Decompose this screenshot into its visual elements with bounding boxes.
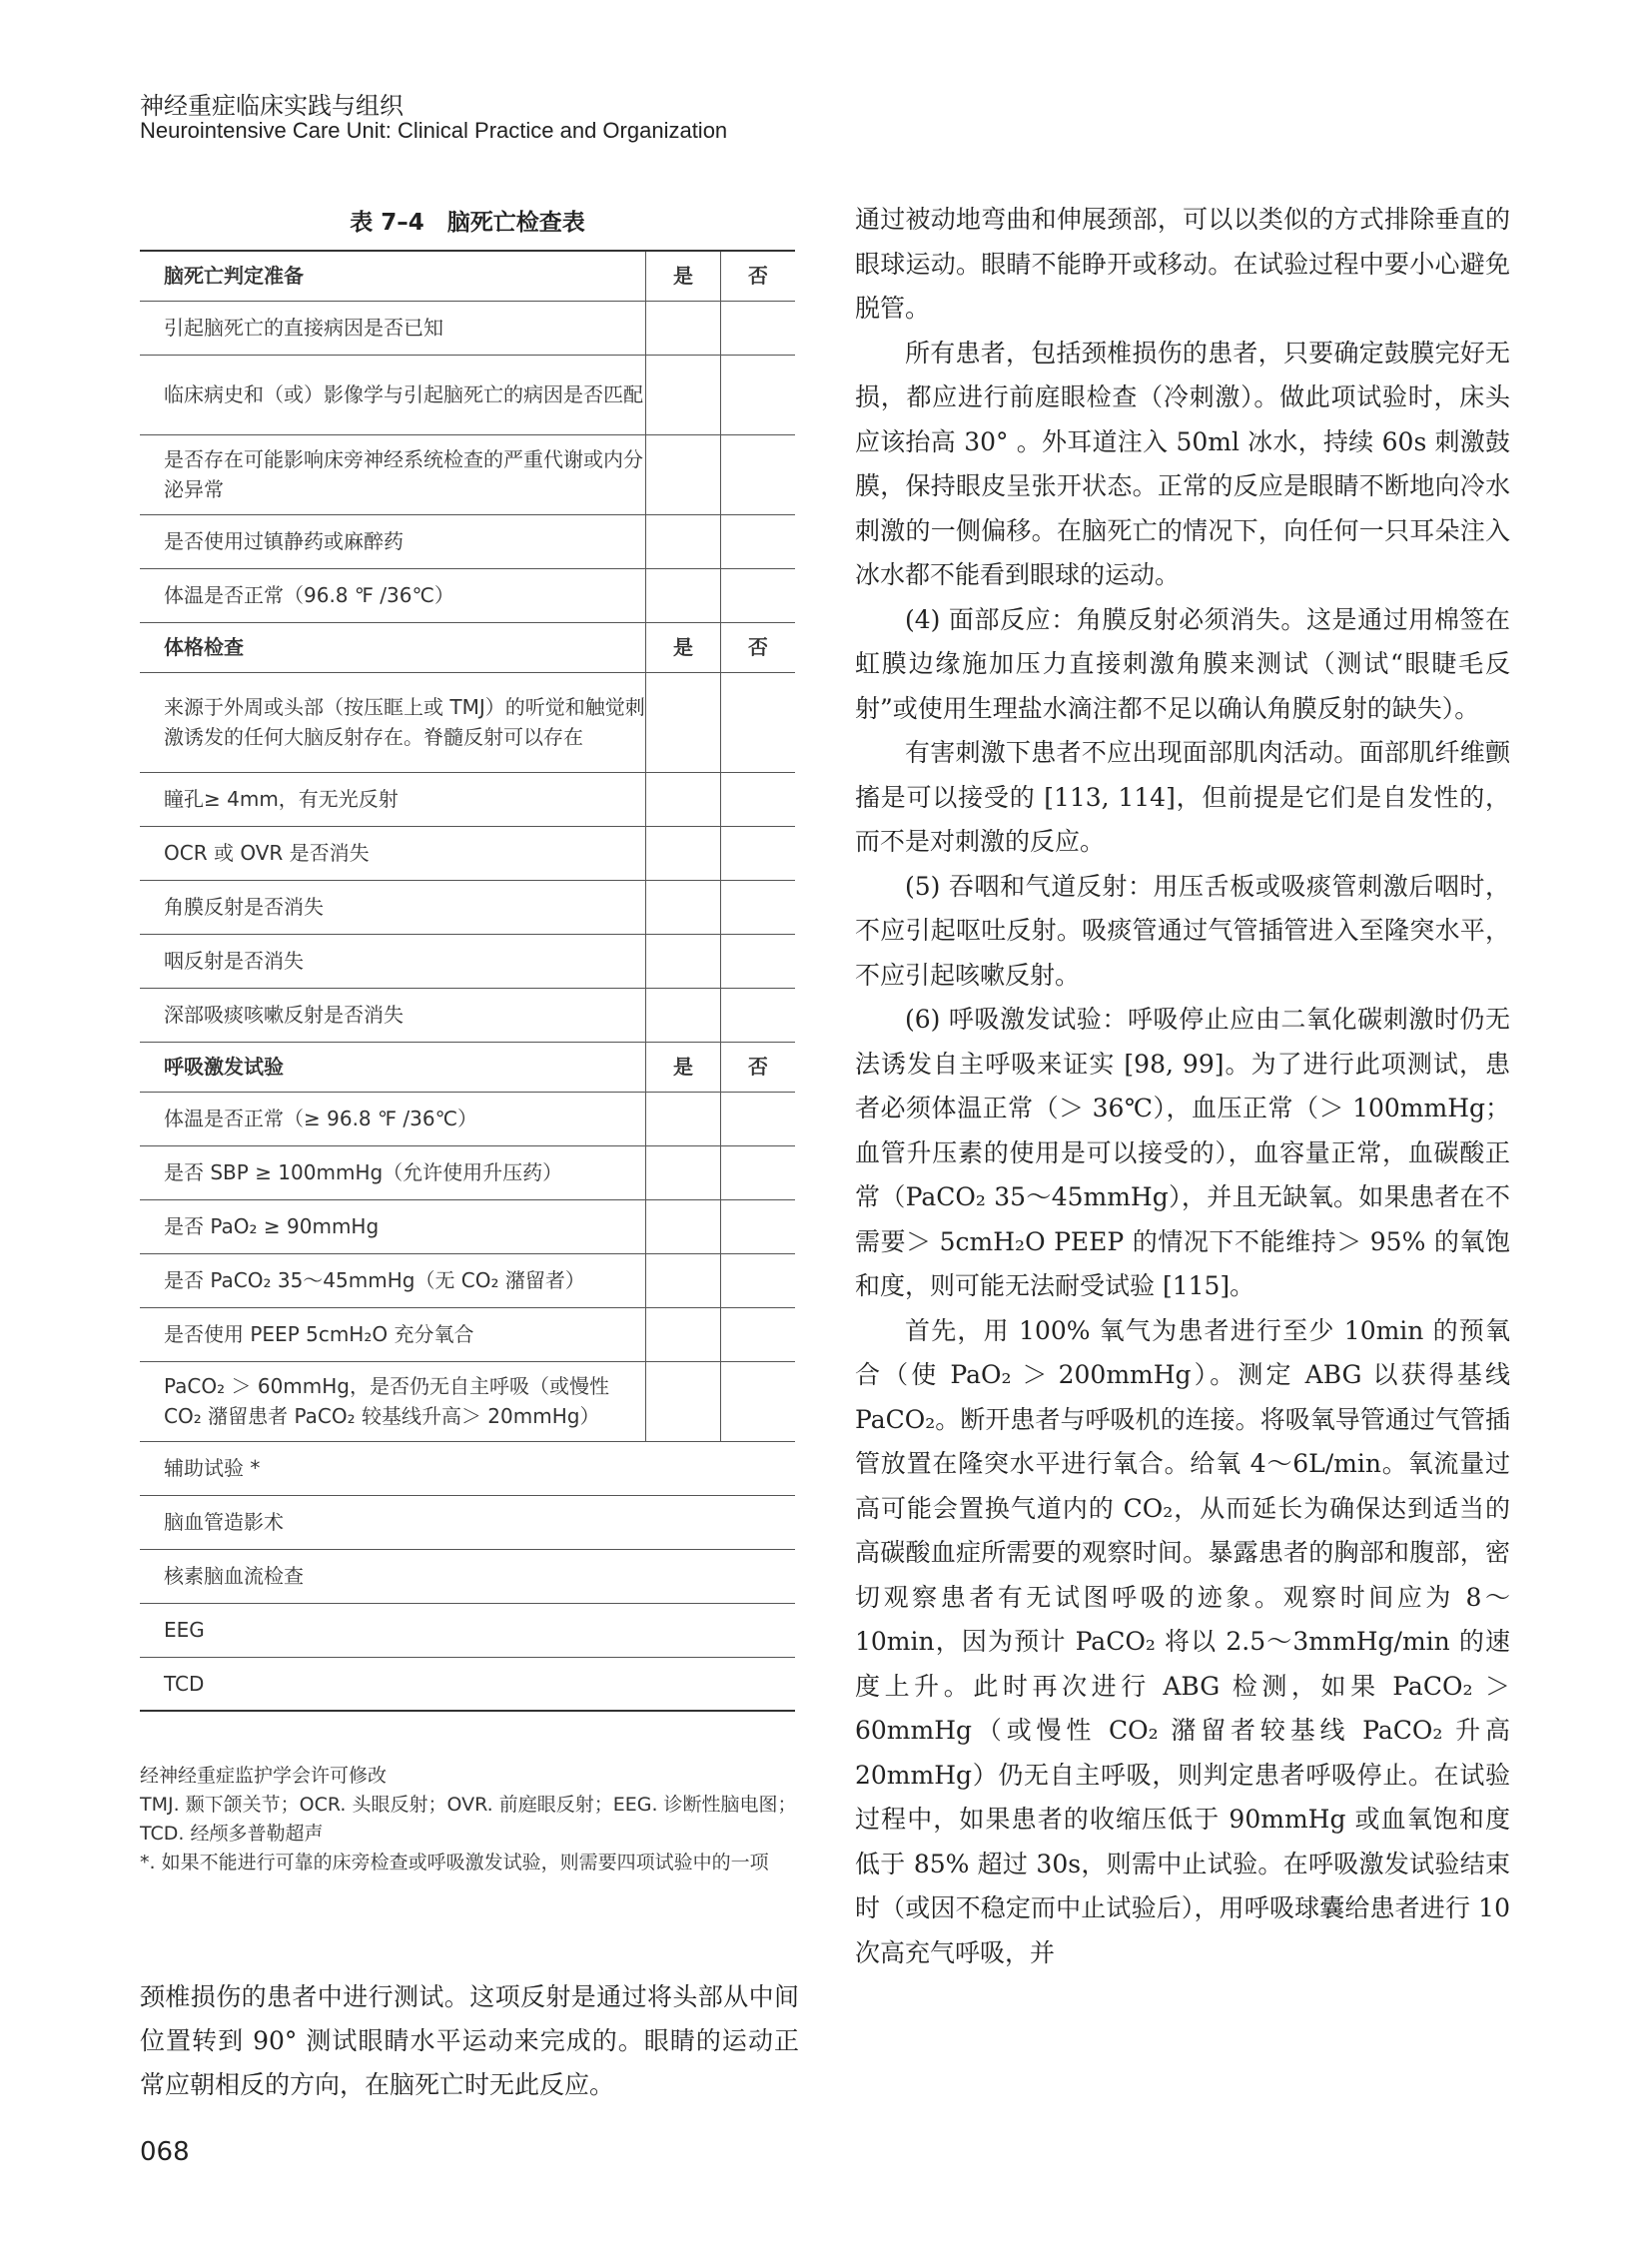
table-row [140,1603,795,1657]
yes-checkbox-cell [646,1361,721,1441]
no-checkbox-cell [721,1145,796,1199]
table-row [140,1657,795,1711]
table-note: 经神经重症监护学会许可修改 [140,1765,388,1787]
table-row [140,880,795,934]
no-checkbox-cell [721,934,796,988]
yes-checkbox-cell [646,826,721,880]
left-column-body [140,1975,799,2107]
checklist-item: 咽反射是否消失 [140,934,646,988]
yes-checkbox-cell [646,1307,721,1361]
checklist-item: 是否 SBP ≥ 100mmHg（允许使用升压药） [140,1145,646,1199]
table-row [140,772,795,826]
body-paragraph: 首先，用 100% 氧气为患者进行至少 10min 的预氧合（使 PaO₂ ＞ 200mmHg）。测定 ABG 以获得基线 PaCO₂。断开患者与呼吸机的连接。将吸氧导管通过气管插管放置在隆突水平进行氧合。给氧 4～6L/min。氧流量过高可能会置换气道内的 CO₂，从而延长为确保达到适当的高碳酸血症所需要的观察时间。暴露患者的胸部和腹部，密切观察患者有无试图呼吸的迹象。观察时间应为 8～10min，因为预计 PaCO₂ 将以 2.5～3mmHg/min 的速度上升。此时再次进行 ABG 检测，如果 PaCO₂ ＞ 60mmHg（或慢性 CO₂ 潴留者较基线 PaCO₂ 升高 20mmHg）仍无自主呼吸，则判定患者呼吸停止。在试验过程中，如果患者的收缩压低于 90mmHg 或血氧饱和度低于 85% 超过 30s，则需中止试验。在呼吸激发试验结束时（或因不稳定而中止试验后），用呼吸球囊给患者进行 10 次高充气呼吸，并 [855,1315,1510,1967]
table-note: TMJ. 颞下颌关节；OCR. 头眼反射；OVR. 前庭眼反射；EEG. 诊断性脑电图；TCD. 经颅多普勒超声 [140,1794,797,1845]
table-row [140,301,795,355]
checklist-item: 是否 PaO₂ ≥ 90mmHg [140,1199,646,1253]
no-checkbox-cell [721,568,796,622]
table-row [140,1253,795,1307]
yes-column-header: 是 [646,622,721,672]
section-header-row [140,1042,795,1092]
table-row [140,1092,795,1145]
table-row [140,934,795,988]
no-checkbox-cell [721,1361,796,1441]
yes-checkbox-cell [646,772,721,826]
table-row [140,1361,795,1441]
body-paragraph: (6) 呼吸激发试验：呼吸停止应由二氧化碳刺激时仍无法诱发自主呼吸来证实 [98, 99]。为了进行此项测试，患者必须体温正常（＞ 36℃），血压正常（＞ 100mmHg；血管升压素的使用是可以接受的），血容量正常，血碳酸正常（PaCO₂ 35～45mmHg），并且无缺氧。如果患者在不需要＞ 5cmH₂O PEEP 的情况下不能维持＞ 95% 的氧饱和度，则可能无法耐受试验 [115]。 [855,1005,1510,1300]
no-checkbox-cell [721,1253,796,1307]
right-column-body [855,198,1510,1975]
no-checkbox-cell [721,1307,796,1361]
section-heading: 脑死亡判定准备 [140,251,646,301]
table-row [140,568,795,622]
table-row [140,1549,795,1603]
no-checkbox-cell [721,880,796,934]
body-paragraph: 通过被动地弯曲和伸展颈部，可以以类似的方式排除垂直的眼球运动。眼睛不能睁开或移动。在试验过程中要小心避免脱管。 [855,205,1510,323]
yes-checkbox-cell [646,434,721,514]
checklist-item: 临床病史和（或）影像学与引起脑死亡的病因是否匹配 [140,355,646,434]
checklist-item: 深部吸痰咳嗽反射是否消失 [140,988,646,1042]
checklist-item: 体温是否正常（≥ 96.8 ℉ /36℃） [140,1092,646,1145]
table-row [140,355,795,434]
checklist-item: PaCO₂ ＞ 60mmHg，是否仍无自主呼吸（或慢性 CO₂ 潴留患者 PaCO₂ 较基线升高＞ 20mmHg） [140,1361,646,1441]
body-paragraph: 所有患者，包括颈椎损伤的患者，只要确定鼓膜完好无损，都应进行前庭眼检查（冷刺激）。做此项试验时，床头应该抬高 30° 。外耳道注入 50ml 冰水，持续 60s 刺激鼓膜，保持眼皮呈张开状态。正常的反应是眼睛不断地向冷水刺激的一侧偏移。在脑死亡的情况下，向任何一只耳朵注入冰水都不能看到眼球的运动。 [855,338,1510,589]
no-checkbox-cell [721,672,796,772]
no-column-header: 否 [721,622,796,672]
table-row [140,1307,795,1361]
ancillary-test: 核素脑血流检查 [140,1549,795,1603]
checklist-item: 瞳孔≥ 4mm，有无光反射 [140,772,646,826]
checklist-item: 是否 PaCO₂ 35～45mmHg（无 CO₂ 潴留者） [140,1253,646,1307]
table-row [140,514,795,568]
checklist-item: 角膜反射是否消失 [140,880,646,934]
running-header-chinese: 神经重症临床实践与组织 [140,92,404,120]
yes-checkbox-cell [646,568,721,622]
section-header-row [140,251,795,301]
yes-checkbox-cell [646,355,721,434]
table-note: *. 如果不能进行可靠的床旁检查或呼吸激发试验，则需要四项试验中的一项 [140,1852,769,1873]
ancillary-test: TCD [140,1657,795,1711]
body-paragraph: (4) 面部反应：角膜反射必须消失。这是通过用棉签在虹膜边缘施加压力直接刺激角膜来测试（测试“眼睫毛反射”或使用生理盐水滴注都不足以确认角膜反射的缺失）。 [855,604,1510,723]
running-header-english: Neurointensive Care Unit: Clinical Practice and Organization [140,118,728,143]
yes-checkbox-cell [646,301,721,355]
no-checkbox-cell [721,301,796,355]
ancillary-test: EEG [140,1603,795,1657]
page-number: 068 [140,2137,190,2167]
no-checkbox-cell [721,355,796,434]
body-paragraph: 颈椎损伤的患者中进行测试。这项反射是通过将头部从中间位置转到 90° 测试眼睛水平运动来完成的。眼睛的运动正常应朝相反的方向，在脑死亡时无此反应。 [140,1982,799,2099]
checklist-item: 来源于外周或头部（按压眶上或 TMJ）的听觉和触觉刺激诱发的任何大脑反射存在。脊髓反射可以存在 [140,672,646,772]
checklist-item: 引起脑死亡的直接病因是否已知 [140,301,646,355]
no-checkbox-cell [721,826,796,880]
yes-column-header: 是 [646,1042,721,1092]
section-heading: 体格检查 [140,622,646,672]
brain-death-checklist-table [140,250,795,1712]
checklist-item: 是否存在可能影响床旁神经系统检查的严重代谢或内分泌异常 [140,434,646,514]
yes-checkbox-cell [646,880,721,934]
yes-checkbox-cell [646,1145,721,1199]
no-column-header: 否 [721,1042,796,1092]
no-checkbox-cell [721,434,796,514]
no-checkbox-cell [721,514,796,568]
section-header-row [140,622,795,672]
table-row [140,1441,795,1495]
body-paragraph: (5) 吞咽和气道反射：用压舌板或吸痰管刺激后咽时，不应引起呕吐反射。吸痰管通过气管插管进入至隆突水平，不应引起咳嗽反射。 [855,871,1510,990]
ancillary-test: 脑血管造影术 [140,1495,795,1549]
yes-checkbox-cell [646,1199,721,1253]
table-row [140,434,795,514]
body-paragraph: 有害刺激下患者不应出现面部肌肉活动。面部肌纤维颤搐是可以接受的 [113, 114]，但前提是它们是自发性的，而不是对刺激的反应。 [855,738,1510,856]
yes-checkbox-cell [646,1092,721,1145]
checklist-item: 是否使用过镇静药或麻醉药 [140,514,646,568]
section-heading: 呼吸激发试验 [140,1042,646,1092]
table-row [140,1199,795,1253]
checklist-item: OCR 或 OVR 是否消失 [140,826,646,880]
no-checkbox-cell [721,772,796,826]
checklist-item: 是否使用 PEEP 5cmH₂O 充分氧合 [140,1307,646,1361]
table-row [140,1495,795,1549]
yes-checkbox-cell [646,988,721,1042]
no-checkbox-cell [721,1199,796,1253]
yes-checkbox-cell [646,672,721,772]
no-checkbox-cell [721,1092,796,1145]
yes-column-header: 是 [646,251,721,301]
yes-checkbox-cell [646,934,721,988]
no-checkbox-cell [721,988,796,1042]
table-notes [140,1762,799,1877]
table-row [140,672,795,772]
table-title: 表 7–4 脑死亡检查表 [350,210,585,236]
checklist-item: 体温是否正常（96.8 ℉ /36℃） [140,568,646,622]
yes-checkbox-cell [646,514,721,568]
table-row [140,826,795,880]
ancillary-heading: 辅助试验 * [140,1441,795,1495]
table-row [140,1145,795,1199]
table-row [140,988,795,1042]
yes-checkbox-cell [646,1253,721,1307]
no-column-header: 否 [721,251,796,301]
